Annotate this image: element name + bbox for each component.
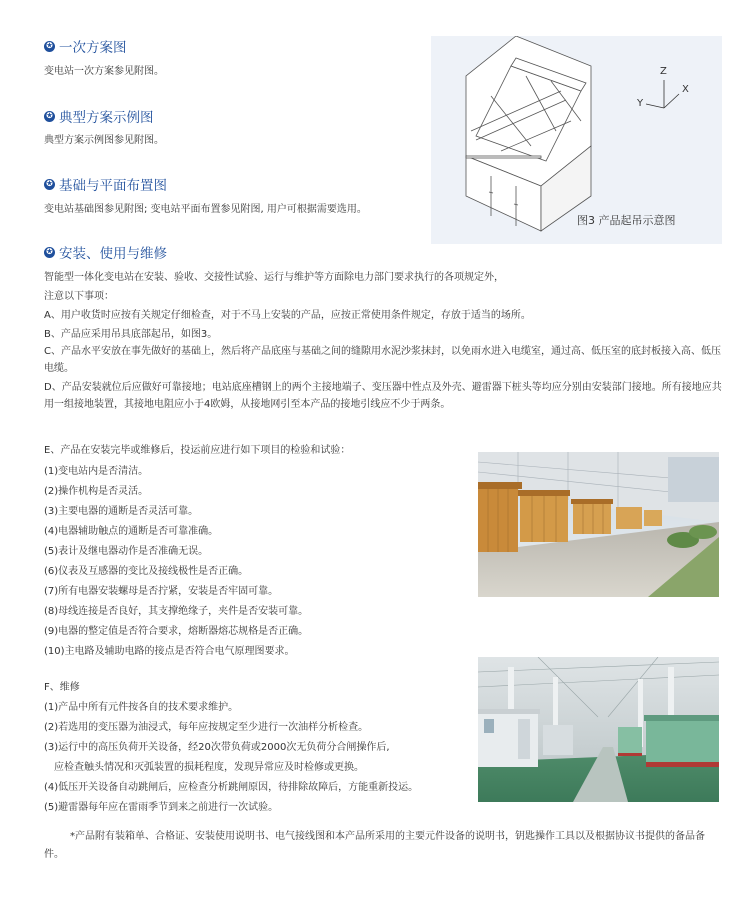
- section-heading-foundation-layout: [44, 174, 167, 194]
- section-e-title: E、产品在安装完毕或维修后，投运前应进行如下项目的检验和试验：: [44, 445, 351, 456]
- item-a: A、用户收货时应按有关规定仔细检查，对于不马上安装的产品，应按正常使用条件规定，存放于适当的场所。: [44, 310, 531, 321]
- section-heading-primary-scheme: [44, 36, 127, 56]
- f-item: (2)若选用的变压器为油浸式，每年应按规定至少进行一次油样分析检查。: [44, 722, 369, 733]
- section-heading-typical-scheme: [44, 106, 154, 126]
- item-c: C、产品水平安放在事先做好的基础上，然后将产品底座与基础之间的缝隙用水泥沙浆抹封，以免雨水进入电缆室，通过高、低压室的底封板接入高、低压电缆。: [44, 346, 721, 374]
- heading-text: 一次方案图: [59, 40, 127, 56]
- lifting-diagram: [431, 36, 722, 244]
- star-bullet-icon: ✪: [44, 111, 55, 122]
- e-item: (3)主要电器的通断是否灵活可靠。: [44, 506, 199, 517]
- intro-line-1: 智能型一体化变电站在安装、验收、交接性试验、运行与维护等方面除电力部门要求执行的各项规定外，: [44, 272, 504, 283]
- axis-y-label: Y: [637, 98, 644, 109]
- item-b: B、产品应采用吊具底部起吊，如图3。: [44, 329, 218, 340]
- factory-hall-photo: [478, 657, 719, 802]
- section-text: 变电站基础图参见附图; 变电站平面布置参见附图, 用户可根据需要选用。: [44, 204, 367, 215]
- heading-text: 基础与平面布置图: [59, 178, 167, 194]
- axis-z-label: Z: [660, 66, 667, 77]
- section-f-title: F、维修: [44, 682, 80, 693]
- e-item: (6)仪表及互感器的变比及接线极性是否正确。: [44, 566, 249, 577]
- axis-x-label: X: [682, 84, 689, 95]
- f-item: (1)产品中所有元件按各自的技术要求维护。: [44, 702, 239, 713]
- e-item: (1)变电站内是否清洁。: [44, 466, 149, 477]
- heading-text: 典型方案示例图: [59, 110, 154, 126]
- heading-text: 安装、使用与维修: [59, 246, 167, 262]
- item-d: D、产品安装就位后应做好可靠接地；电站底座槽钢上的两个主接地端子、变压器中性点及外壳、避雷器下桩头等均应分别由安装部门接地。所有接地应共用一组接地装置，其接地电阻应小于4欧姆，从接地网引至本产品的接地引线应不少于两条。: [44, 382, 722, 410]
- e-item: (10)主电路及辅助电路的接点是否符合电气原理图要求。: [44, 646, 295, 657]
- star-bullet-icon: ✪: [44, 179, 55, 190]
- f-item: (3)运行中的高压负荷开关设备，经20次带负荷或2000次无负荷分合闸操作后,: [44, 742, 390, 753]
- e-item: (7)所有电器安装螺母是否拧紧，安装是否牢固可靠。: [44, 586, 279, 597]
- f-item: (4)低压开关设备自动跳闸后，应检查分析跳闸原因，待排除故障后，方能重新投运。: [44, 782, 419, 793]
- f-item: 应检查触头情况和灭弧装置的损耗程度，发现异常应及时检修或更换。: [44, 762, 364, 773]
- e-item: (9)电器的整定值是否符合要求，熔断器熔芯规格是否正确。: [44, 626, 309, 637]
- intro-line-2: 注意以下事项：: [44, 291, 114, 302]
- section-heading-installation: [44, 242, 167, 262]
- f-item: (5)避雷器每年应在雷雨季节到来之前进行一次试验。: [44, 802, 279, 813]
- section-text: 变电站一次方案参见附图。: [44, 66, 164, 77]
- footnote: *产品附有装箱单、合格证、安装使用说明书、电气接线图和本产品所采用的主要元件设备的说明书，钥匙操作工具以及根据协议书提供的备品备件。: [44, 831, 705, 860]
- outdoor-substations-photo: [478, 452, 719, 597]
- e-item: (4)电器辅助触点的通断是否可靠准确。: [44, 526, 219, 537]
- star-bullet-icon: ✪: [44, 41, 55, 52]
- e-item: (2)操作机构是否灵活。: [44, 486, 149, 497]
- star-bullet-icon: ✪: [44, 247, 55, 258]
- section-text: 典型方案示例图参见附图。: [44, 135, 164, 146]
- e-item: (5)表计及继电器动作是否准确无误。: [44, 546, 209, 557]
- diagram-caption: 图3 产品起吊示意图: [577, 214, 676, 227]
- e-item: (8)母线连接是否良好，其支撑绝缘子，夹件是否安装可靠。: [44, 606, 309, 617]
